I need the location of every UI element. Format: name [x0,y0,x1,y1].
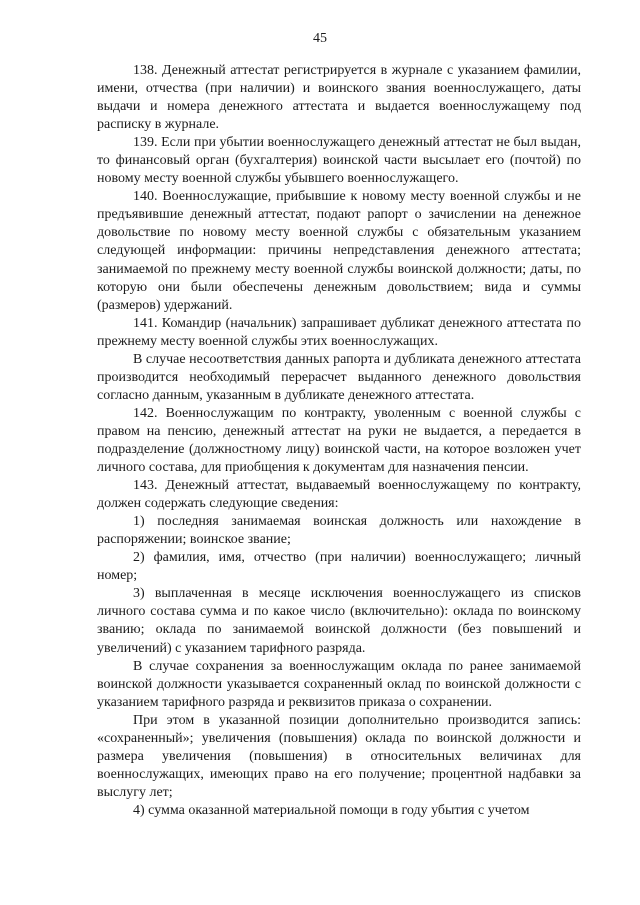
paragraph-139: 139. Если при убытии военнослужащего денежный аттестат не был выдан, то финансовый орган (бухгалтерия) воинской части высылает его (почтой) по новому месту военной службы убывшего военнослужащего. [97,135,581,187]
list-item-2: 2) фамилия, имя, отчество (при наличии) военнослужащего; личный номер; [97,550,581,584]
paragraph-140: 140. Военнослужащие, прибывшие к новому месту военной службы и не предъявившие денежный аттестат, подают рапорт о зачислении на денежное довольствие по новому месту военной службы с обязательным указанием следующей информации: причины непредставления денежного аттестата; занимаемой по прежнему месту военной службы воинской должности; даты, по которую они были обеспечены денежным довольствием; вида и суммы (размеров) удержаний. [97,189,581,313]
paragraph-141: 141. Командир (начальник) запрашивает дубликат денежного аттестата по прежнему месту военной службы этих военнослужащих. [97,315,581,349]
list-item-4: 4) сумма оказанной материальной помощи в году убытия с учетом [133,802,530,818]
page-number: 45 [313,31,327,46]
paragraph-138: 138. Денежный аттестат регистрируется в журнале с указанием фамилии, имени, отчества (при наличии) и воинского звания военнослужащего, даты выдачи и номера денежного аттестата и выдается военнослужащему под расписку в журнале. [97,63,581,133]
document-body [97,62,581,820]
list-item-1: 1) последняя занимаемая воинская должность или нахождение в распоряжении; воинское звание; [97,514,581,548]
paragraph-141-recalculation: В случае несоответствия данных рапорта и дубликата денежного аттестата производится необходимый перерасчет выданного денежного довольствия согласно данным, указанным в дубликате денежного аттестата. [97,351,581,403]
paragraph-preserved-salary: В случае сохранения за военнослужащим оклада по ранее занимаемой воинской должности указывается сохраненный оклад по воинской должности с указанием тарифного разряда и реквизитов приказа о сохранении. [97,658,581,710]
paragraph-143: 143. Денежный аттестат, выдаваемый военнослужащему по контракту, должен содержать следующие сведения: [97,478,581,512]
paragraph-142: 142. Военнослужащим по контракту, уволенным с военной службы с правом на пенсию, денежный аттестат на руки не выдается, а передается в подразделение (должностному лицу) воинской части, на которое возложен учет личного состава, для приобщения к документам для назначения пенсии. [97,405,581,476]
list-item-3: 3) выплаченная в месяце исключения военнослужащего из списков личного состава сумма и по какое число (включительно): оклада по воинскому званию; оклада по занимаемой воинской должности (без повышений и увеличений) с указанием тарифного разряда. [97,586,581,656]
paragraph-additional-entry: При этом в указанной позиции дополнительно производится запись: «сохраненный»; увеличения (повышения) оклада по воинской должности и размера увеличения (повышения) в относительных величинах для военнослужащих, имеющих право на его получение; процентной надбавки за выслугу лет; [97,712,581,800]
